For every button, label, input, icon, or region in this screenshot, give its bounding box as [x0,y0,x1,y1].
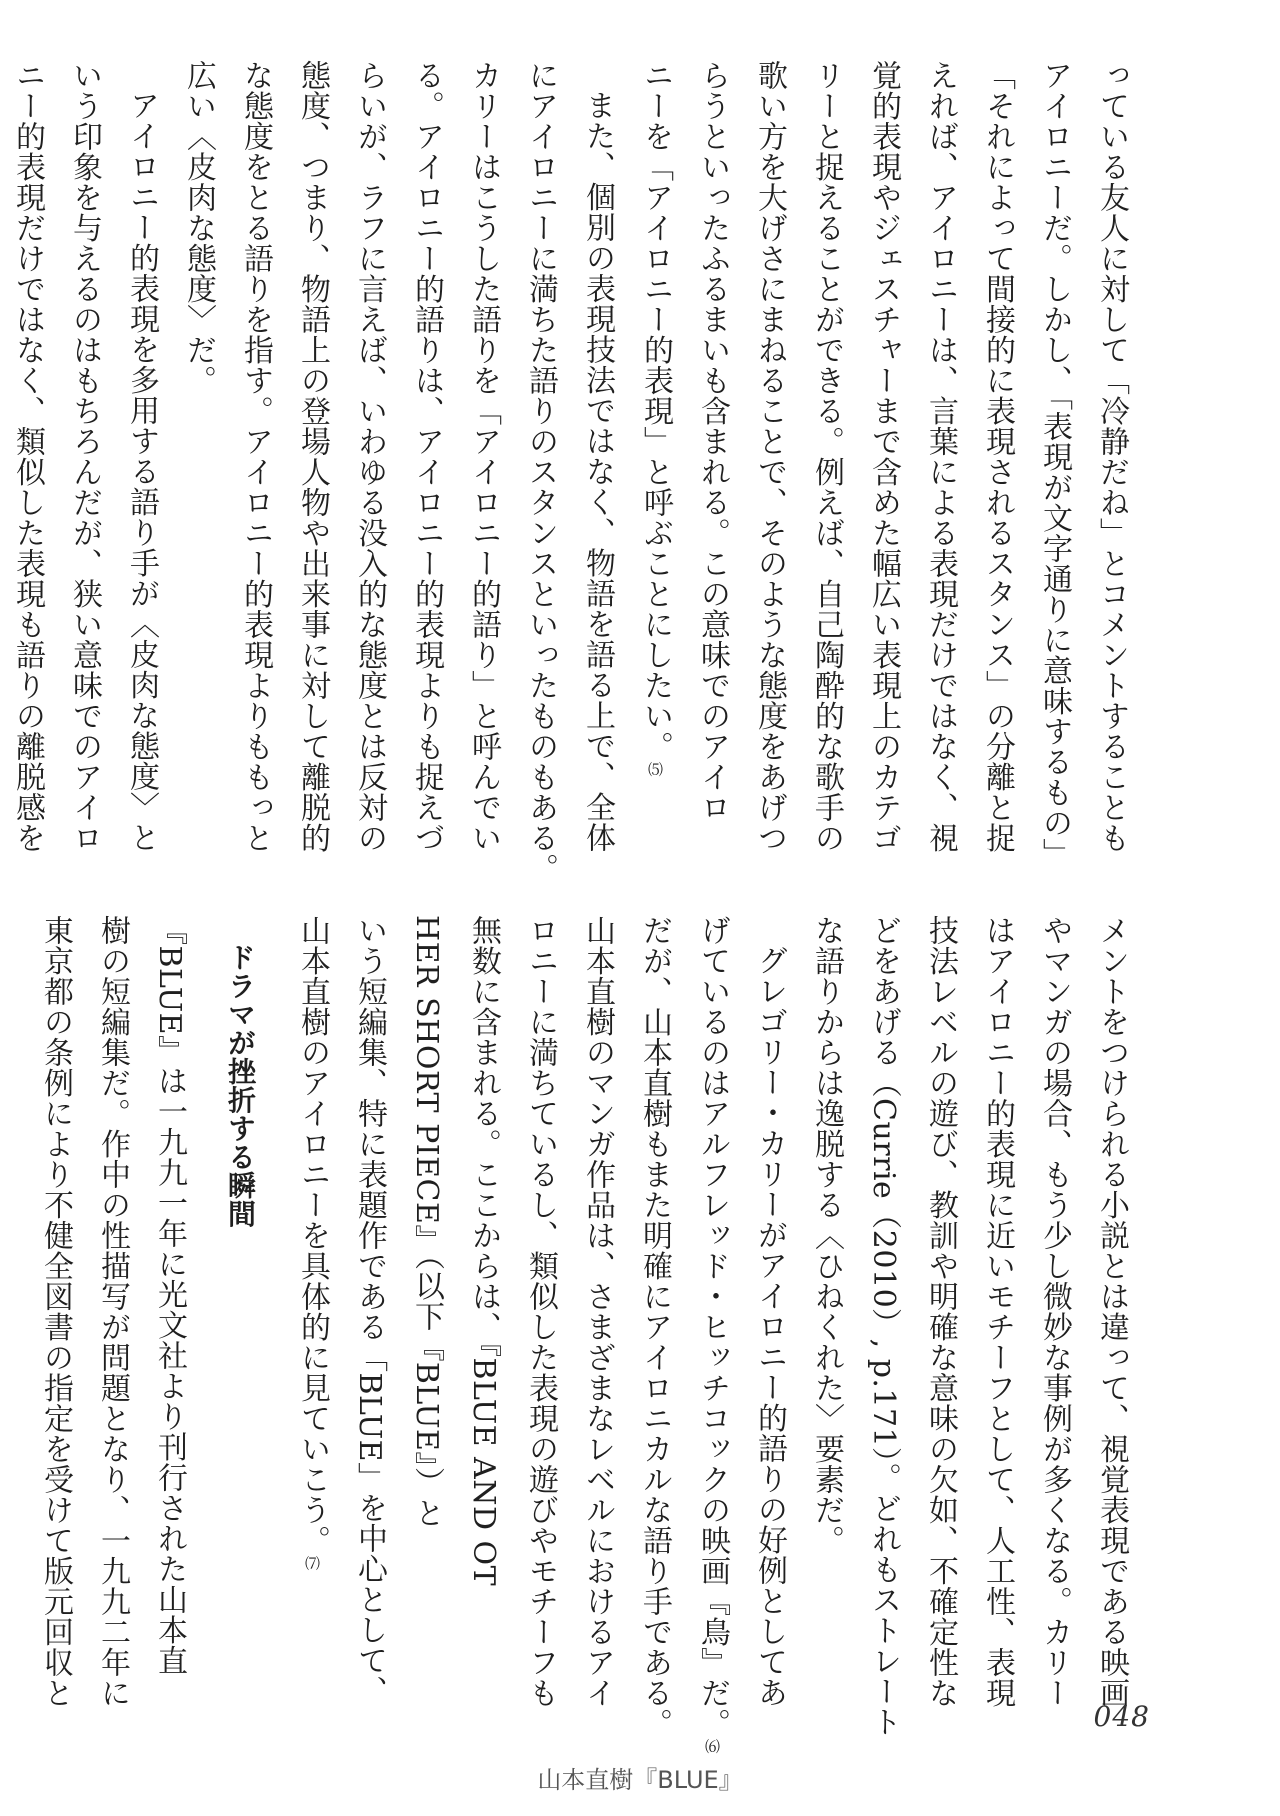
text-line: らいが、ラフに言えば、いわゆる没入的な態度とは反対の [352,60,387,853]
text-line: 無数に含まれる。ここからは、『BLUE AND OT [466,915,501,1587]
body-text-upper [10,60,1140,884]
text-line: ニー的表現だけではなく、類似した表現も語りの離脱感を [10,60,45,853]
footnote-marker-6: ⑹ [703,1738,721,1754]
text-line: 態度、つまり、物語上の登場人物や出来事に対して離脱的 [295,60,330,853]
paragraph-start: また、個別の表現技法ではなく、物語を語る上で、全体 [580,90,615,853]
paragraph-start: アイロニー的表現を多用する語り手が〈皮肉な態度〉と [124,90,159,853]
text-line: カリーはこうした語りを「アイロニー的語り」と呼んでい [466,60,501,853]
text-line-with-note [283,915,341,1715]
text-line: だが、山本直樹もまた明確にアイロニカルな語り手である。 [637,915,672,1739]
text-line: っている友人に対して「冷静だね」とコメントすることも [1094,60,1129,853]
text-segment: 山本直樹のアイロニーを具体的に見ていこう。 [295,915,330,1556]
text-line: いう短編集、特に表題作である「BLUE」を中心として、 [352,915,387,1707]
footnote-marker-7: ⑺ [303,1555,321,1571]
text-line: 「それによって間接的に表現されるスタンス」の分離と捉 [980,60,1015,853]
running-title: 山本直樹『BLUE』 [537,1766,743,1794]
text-line: どをあげる（Currie（2010）, p.171）。どれもストレート [866,915,901,1738]
text-line: えれば、アイロニーは、言葉による表現だけではなく、視 [923,60,958,853]
text-line: 『BLUE』は一九九一年に光文社より刊行された山本直 [152,915,187,1676]
text-line: いう印象を与えるのはもちろんだが、狭い意味でのアイロ [67,60,102,853]
text-line: 樹の短編集だ。作中の性描写が問題となり、一九九二年に [95,915,130,1708]
text-line-with-note [626,60,684,880]
text-line: な態度をとる語りを指す。アイロニー的表現よりももっと [238,60,273,853]
text-line: 山本直樹のマンガ作品は、さまざまなレベルにおけるアイ [580,915,615,1708]
page-number: 048 [1093,1700,1150,1733]
text-line: はアイロニー的表現に近いモチーフとして、人工性、表現 [980,915,1015,1708]
footnote-marker-5: ⑸ [646,761,664,777]
text-line: 技法レベルの遊び、教訓や明確な意味の欠如、不確定性な [923,915,958,1708]
text-line: らうといったふるまいも含まれる。この意味でのアイロ [695,60,730,823]
text-line: アイロニーだ。しかし、「表現が文字通りに意味するもの」 [1037,60,1072,869]
text-line: 歌い方を大げさにまねることで、そのような態度をあげつ [752,60,787,853]
text-line-with-note [683,915,741,1754]
text-line: やマンガの場合、もう少し微妙な事例が多くなる。カリー [1037,915,1072,1708]
text-line: 広い〈皮肉な態度〉だ。 [181,60,216,396]
text-line: HER SHORT PIECE』（以下『BLUE』）と [409,915,444,1528]
text-line: リーと捉えることができる。例えば、自己陶酔的な歌手の [809,60,844,853]
text-segment: ニーを「アイロニー的表現」と呼ぶことにしたい。 [638,60,673,762]
text-line: 東京都の条例により不健全図書の指定を受けて版元回収と [38,915,73,1708]
text-line: メントをつけられる小説とは違って、視覚表現である映画 [1094,915,1129,1708]
section-heading: ドラマが挫折する瞬間 [224,943,257,1228]
text-line: にアイロニーに満ちた語りのスタンスといったものもある。 [523,60,558,884]
text-line: な語りからは逸脱する〈ひねくれた〉要素だ。 [809,915,844,1556]
paragraph-start: グレゴリー・カリーがアイロニー的語りの好例としてあ [752,945,787,1708]
text-line: る。アイロニー的語りは、アイロニー的表現よりも捉えづ [409,60,444,853]
text-line: ロニーに満ちているし、類似した表現の遊びやモチーフも [523,915,558,1708]
text-line: 覚的表現やジェスチャーまで含めた幅広い表現上のカテゴ [866,60,901,853]
text-segment: げているのはアルフレッド・ヒッチコックの映画『鳥』だ。 [695,915,730,1739]
